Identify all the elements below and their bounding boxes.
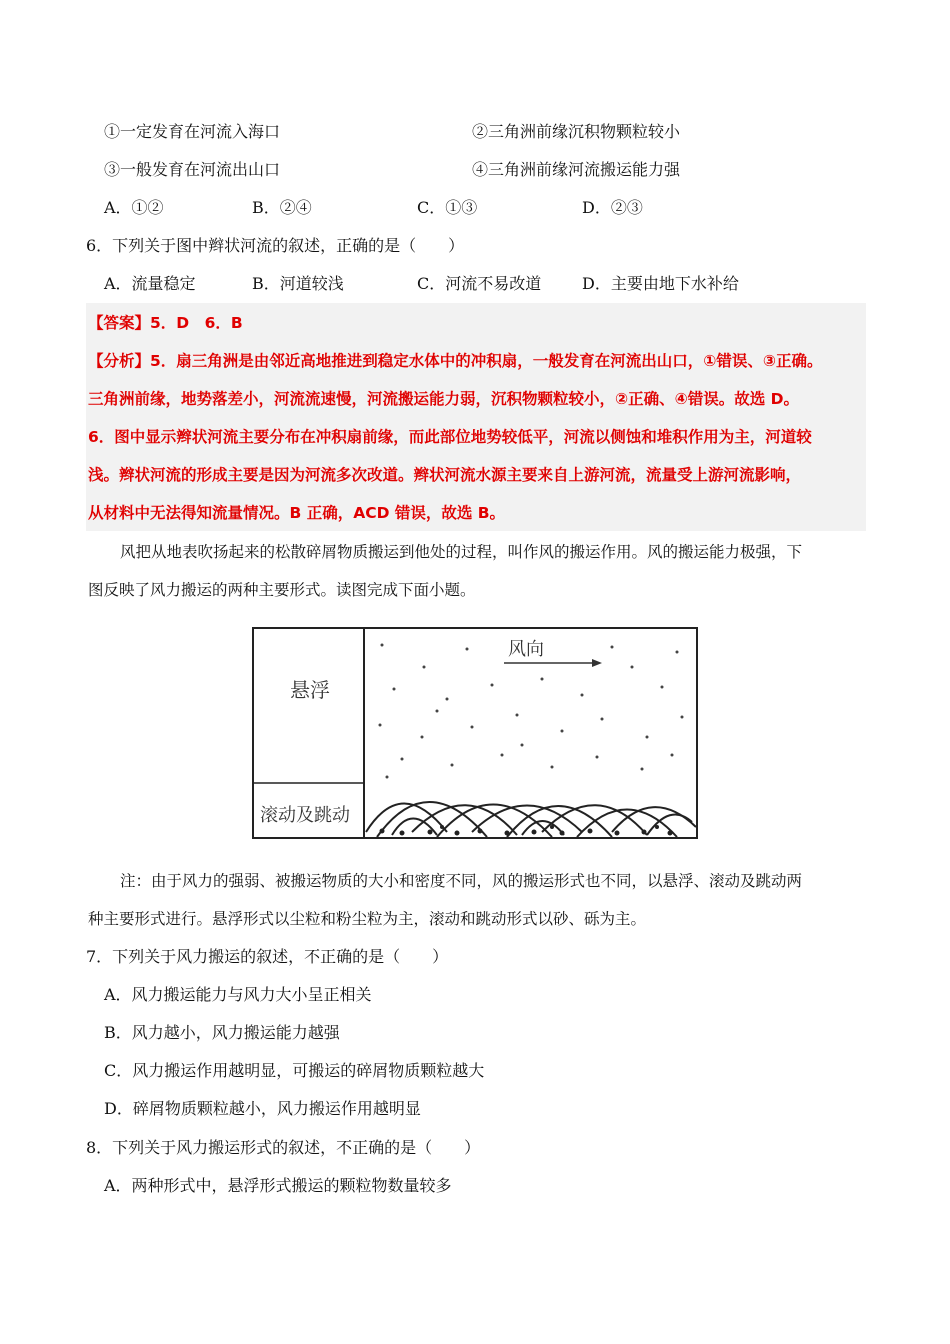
analysis-line-3: 6．图中显示辫状河流主要分布在冲积扇前缘，而此部位地势较低平，河流以侧蚀和堆积作用为主，河道较 — [88, 428, 812, 446]
q7-option-c[interactable]: C．风力搬运作用越明显，可搬运的碎屑物质颗粒越大 — [104, 1061, 485, 1080]
q7-option-b[interactable]: B．风力越小，风力搬运能力越强 — [104, 1023, 340, 1042]
figure-label-suspend: 悬浮 — [290, 678, 330, 702]
q5-option-b[interactable]: B．②④ — [252, 198, 312, 217]
q5-statement-1: ①一定发育在河流入海口 — [104, 122, 281, 141]
q6-stem: 6．下列关于图中辫状河流的叙述，正确的是（ ） — [86, 236, 465, 255]
q8-option-a[interactable]: A．两种形式中，悬浮形式搬运的颗粒物数量较多 — [104, 1176, 452, 1195]
q8-stem: 8．下列关于风力搬运形式的叙述，不正确的是（ ） — [86, 1138, 481, 1157]
q5-statement-2: ②三角洲前缘沉积物颗粒较小 — [472, 122, 681, 141]
analysis-line-4: 浅。辫状河流的形成主要是因为河流多次改道。辫状河流水源主要来自上游河流，流量受上游河流影响， — [88, 466, 802, 484]
figure-label-wind: 风向 — [508, 639, 544, 660]
q7-stem: 7．下列关于风力搬运的叙述，不正确的是（ ） — [86, 947, 449, 966]
q5-statement-4: ④三角洲前缘河流搬运能力强 — [472, 160, 681, 179]
answer-box — [86, 303, 866, 531]
figure-label-roll: 滚动及跳动 — [260, 805, 350, 826]
q6-option-d[interactable]: D．主要由地下水补给 — [582, 274, 739, 293]
q5-option-d[interactable]: D．②③ — [582, 198, 643, 217]
q6-option-a[interactable]: A．流量稳定 — [104, 274, 196, 293]
note-line-2: 种主要形式进行。悬浮形式以尘粒和粉尘粒为主，滚动和跳动形式以砂、砾为主。 — [88, 910, 647, 928]
q7-option-a[interactable]: A．风力搬运能力与风力大小呈正相关 — [104, 985, 372, 1004]
answer-line: 【答案】5．D 6．B — [88, 314, 243, 332]
q6-option-b[interactable]: B．河道较浅 — [252, 274, 344, 293]
q6-option-c[interactable]: C．河流不易改道 — [417, 274, 542, 293]
intro-line-1: 风把从地表吹扬起来的松散碎屑物质搬运到他处的过程，叫作风的搬运作用。风的搬运能力极强，下 — [120, 543, 803, 561]
analysis-line-2: 三角洲前缘，地势落差小，河流流速慢，河流搬运能力弱，沉积物颗粒较小，②正确、④错误。故选 D。 — [88, 390, 800, 408]
intro-line-2: 图反映了风力搬运的两种主要形式。读图完成下面小题。 — [88, 581, 476, 599]
wind-transport-figure — [252, 627, 698, 839]
note-line-1: 注：由于风力的强弱、被搬运物质的大小和密度不同，风的搬运形式也不同，以悬浮、滚动及跳动两 — [120, 872, 803, 890]
q5-option-c[interactable]: C．①③ — [417, 198, 478, 217]
analysis-line-5: 从材料中无法得知流量情况。B 正确，ACD 错误，故选 B。 — [88, 504, 506, 522]
analysis-line-1: 【分析】5．扇三角洲是由邻近高地推进到稳定水体中的冲积扇，一般发育在河流出山口，①错误、③正确。 — [88, 352, 823, 370]
q5-option-a[interactable]: A．①② — [104, 198, 164, 217]
q7-option-d[interactable]: D．碎屑物质颗粒越小，风力搬运作用越明显 — [104, 1099, 421, 1118]
q5-statement-3: ③一般发育在河流出山口 — [104, 160, 281, 179]
